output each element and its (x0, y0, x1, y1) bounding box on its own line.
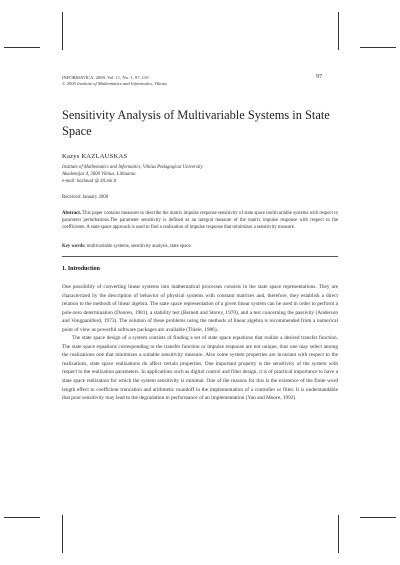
section-heading: 1. Introduction (62, 266, 100, 272)
crop-mark-top-right-horizontal (360, 47, 396, 48)
journal-copyright: © 2000 Institute of Mathematics and Informatics, Vilnius (62, 81, 167, 87)
keywords-text: multivariable systems, sensitivity analysis, state space. (86, 244, 192, 249)
crop-mark-bottom-left-vertical (62, 515, 63, 553)
crop-mark-top-left-horizontal (4, 47, 40, 48)
keywords (62, 243, 338, 250)
page-number: 97 (316, 73, 323, 80)
affiliation-address: Akademijos 4, 2600 Vilnius, Lithuania (62, 172, 136, 178)
affiliation-email: e-mail: kazlausk @ ktl.mii.lt (62, 179, 117, 185)
abstract-label: Abstract. (62, 211, 82, 216)
crop-mark-bottom-right-horizontal (360, 517, 396, 518)
author-name: Kazys KAZLAUSKAS (62, 153, 128, 160)
paper-title: Sensitivity Analysis of Multivariable Systems in State Space (62, 108, 330, 138)
crop-mark-bottom-left-horizontal (4, 517, 40, 518)
abstract (62, 210, 338, 231)
keywords-label: Key words: (62, 244, 86, 249)
crop-mark-top-right-vertical (338, 12, 339, 50)
affiliation-institution: Institute of Mathematics and Informatics, Vilnius Pedagogical University (62, 165, 203, 170)
crop-mark-top-left-vertical (62, 12, 63, 50)
section-body (62, 283, 338, 403)
paragraph-1: One possibility of converting linear systems into mathematical processes consists in the state space representations. They are characterized by the description of behavior of physical systems with constant matrices and, therefore, they establish a direct relation to the methods of linear algebra. The state space representation of a given linear system can be used in order to perform a pole-zero determination (Dooren, 1981), a stability test (Bernett and Storey, 1970), and a test concerning the passivity (Anderson and Vongpanitlerd, 1973). The solution of these problems using the methods of linear algebra is recommended from a numerical point of view as powerful software packages are available (Thiele, 1986). (62, 284, 338, 333)
received-date: Received: January 2000 (62, 195, 109, 200)
crop-mark-bottom-right-vertical (338, 515, 339, 553)
paragraph-2: The state space design of a system consists of finding a set of state space equations that realize a desired transfer function. The state space equations corresponding to the transfer function or impulse response are not unique, thus one may select among the realizations one that minimizes a suitable sensitivity measure. Also some system properties are invariant with respect to the realizations, state space realizations do affect certain properties. One important property is the sensitivity of the system with respect to the realization parameters. In applications such as digital control and filter design, it is of practical importance to have a state space realization for which the system sensitivity is minimal. One of the reasons for this is the existence of the finite word length effect to coefficient truncation and arithmetic roundoff in the implementation of a controller or filter. It is understandable that poor sensitivity may lead to the degradation in performance of an implementation (Yan and Moore, 1992). (62, 335, 338, 402)
section-divider (62, 256, 338, 257)
author-affiliation (62, 164, 203, 186)
journal-header (62, 75, 167, 87)
journal-citation: INFORMATICA, 2000, Vol. 11, No. 1, 97–110 (62, 75, 149, 80)
abstract-text: This paper contains measures to describe the matrix impulse response sensitivity of state space multivariable systems with respect to parameter perturbations.The parameter sensitivity is defined as an integral measure of the matrix impulse response with respect to the coefficients. A state space approach is used to find a realization of impulse response that minimizes a sensitivity measure. (62, 211, 338, 230)
